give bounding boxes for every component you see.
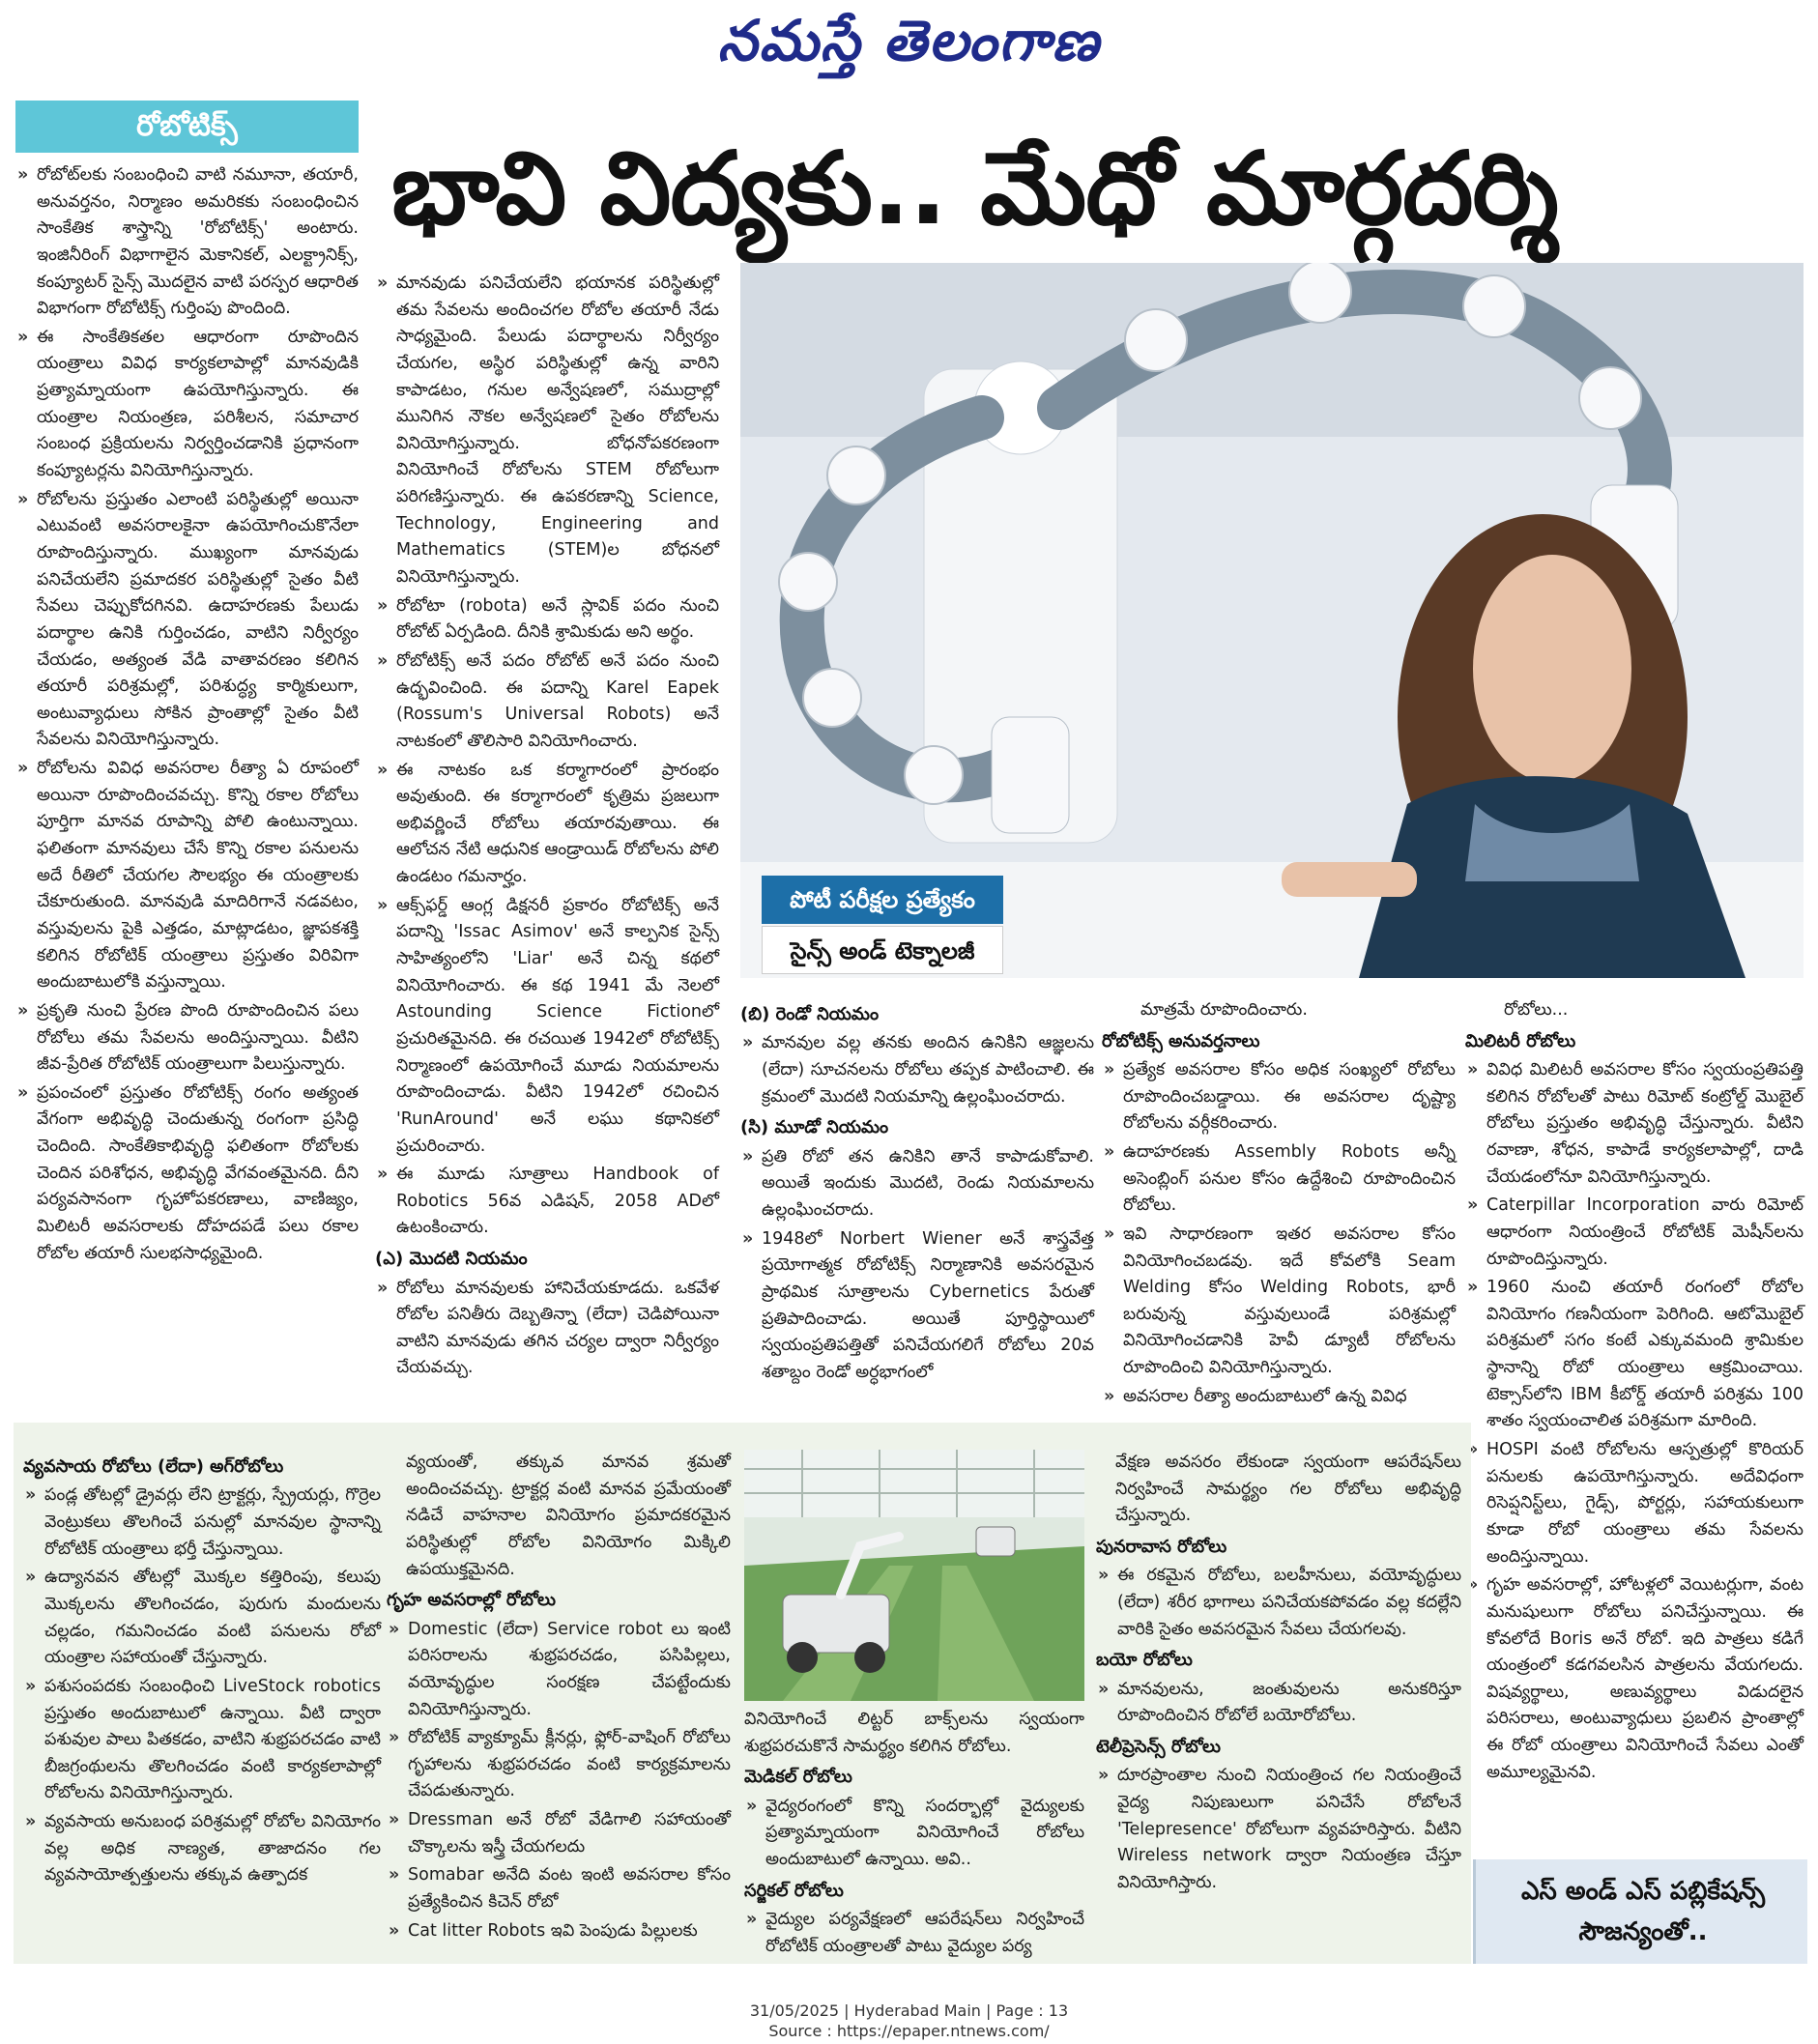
headline: భావి విద్యకు.. మేధో మార్గదర్శి — [391, 130, 1558, 247]
bottom-column-1 — [23, 1450, 381, 1891]
paragraph: » ప్రతి రోబో తన ఉనికిని తానే కాపాడుకోవాలి. అయితే ఇందుకు మొదటి, రెండు నియమాలను ఉల్లంఘించరాదు. — [740, 1144, 1094, 1224]
paragraph: » పండ్ల తోటల్లో డ్రైవర్లు లేని ట్రాక్టర్లు, స్ప్రేయర్లు, గొర్రెల వెంట్రుకలు తొలగించే పనుల్లో మానవుల స్థానాన్ని రోబోటిక్ యంత్రాలు భర్తీ చేస్తున్నాయి. — [23, 1483, 381, 1563]
paragraph: » 1948లో Norbert Wiener అనే శాస్త్రవేత్త ప్రయోగాత్మక రోబోటిక్స్ నిర్మాణానికి అవసరమైన ప్రాథమిక సూత్రాలను Cybernetics పేరుతో ప్రతిపాదించాడు. అయితే పూర్తిస్థాయిలో స్వయంప్రతిపత్తితో పనిచేయగలిగే రోబోలు 20వ శతాబ్దం రెండో అర్ధభాగంలో — [740, 1226, 1094, 1387]
paragraph: » మానవులను, జంతువులను అనుకరిస్తూ రూపొందించిన రోబోలే బయోరోబోలు. — [1096, 1677, 1461, 1730]
paragraph: » 1960 నుంచి తయారీ రంగంలో రోబోల వినియోగం గణనీయంగా పెరిగింది. ఆటోమొబైల్ పరిశ్రమలో సగం కంటే ఎక్కువమంది శ్రామికుల స్థానాన్ని రోబో యంత్రాలు ఆక్రమించాయి. టెక్సాస్‌లోని IBM కీబోర్డ్ తయారీ పరిశ్రమ 100 శాతం స్వయంచాలిత పరిశ్రమగా మారింది. — [1465, 1275, 1804, 1435]
paragraph: » ఈ మూడు సూత్రాలు Handbook of Robotics 56వ ఎడిషన్, 2058 ADలో ఉటంకించారు. — [375, 1162, 719, 1242]
paragraph: » వివిధ మిలిటరీ అవసరాల కోసం స్వయంప్రతిపత్తి కలిగిన రోబోలతో పాటు రిమోట్ కంట్రోల్డ్ మొబైల్ రోబోలు ప్రస్తుతం అభివృద్ధి చేస్తున్నారు. వీటిని రవాణా, శోధన, కాపాడే కార్యకలాపాల్లో, దాడి చేయడంలోనూ వినియోగిస్తున్నారు. — [1465, 1057, 1804, 1191]
paragraph: » గృహ అవసరాల్లో, హోటళ్లలో వెయిటర్లుగా, వంట మనుషులుగా రోబోలు పనిచేస్తున్నాయి. ఈ కోవలోదే Boris అనే రోబో. ఇది పాత్రలు కడిగే యంత్రంలో కడగవలసిన పాత్రలను వేయగలదు. విషవ్యర్థాలు, అణువ్యర్థాలు విడుదలైన పరిసరాలు, అంటువ్యాధులు ప్రబలిన ప్రాంతాల్లో ఈ రోబో యంత్రాలు వినియోగించే సేవలు ఎంతో అమూల్యమైనవి. — [1465, 1572, 1804, 1786]
paragraph: » Dressman అనే రోబో వేడిగాలి సహాయంతో చొక్కాలను ఇస్త్రీ చేయగలదు — [387, 1807, 731, 1860]
paragraph: » రోబోటా (robota) అనే స్లావిక్ పదం నుంచి రోబోట్ ఏర్పడింది. దీనికి శ్రామికుడు అని అర్థం. — [375, 593, 719, 647]
footer-source-link[interactable]: Source : https://epaper.ntnews.com/ — [768, 2022, 1050, 2040]
robot-arm-photo — [740, 263, 1804, 978]
paragraph: » ఈ నాటకం ఒక కర్మాగారంలో ప్రారంభం అవుతుంది. ఈ కర్మాగారంలో కృత్రిమ ప్రజలుగా అభివర్ణించే రోబోలు తయారవుతాయి. ఈ ఆలోచన నేటి ఆధునిక ఆండ్రాయిడ్ రోబోలను పోలి ఉండటం గమనార్హం. — [375, 758, 719, 891]
paragraph: » రోబోటిక్స్ అనే పదం రోబోట్ అనే పదం నుంచి ఉద్భవించింది. ఈ పదాన్ని Karel Eapek (Rossum's Universal Robots) అనే నాటకంలో తొలిసారి వినియోగించారు. — [375, 648, 719, 756]
paragraph: » మానవుల వల్ల తనకు అందిన ఉనికిని ఆజ్ఞలను (లేదా) సూచనలను రోబోలు తప్పక పాటించాలి. ఈ క్రమంలో మొదటి నియమాన్ని ఉల్లంఘించరాదు. — [740, 1030, 1094, 1110]
paragraph: » ప్రకృతి నుంచి ప్రేరణ పొంది రూపొందించిన పలు రోబోలు తమ సేవలను అందిస్తున్నాయి. వీటిని జీవ-ప్రేరిత రోబోటిక్ యంత్రాలుగా పిలుస్తున్నారు. — [15, 998, 359, 1079]
exam-special-ribbon: పోటీ పరీక్షల ప్రత్యేకం — [762, 876, 1003, 924]
paragraph: » ఆక్స్‌ఫర్డ్ ఆంగ్ల డిక్షనరీ ప్రకారం రోబోటిక్స్ అనే పదాన్ని 'Issac Asimov' అనే కాల్పనిక సైన్స్ సాహిత్యంలోని 'Liar' అనే చిన్న కథలో వినియోగించారు. ఈ కథ 1941 మే నెలలో Astounding Science Fictionలో ప్రచురితమైనది. ఈ రచయిత 1942లో రోబోటిక్స్ నిర్మాణంలో ఉపయోగించే మూడు నియమాలను రూపొందించాడు. వీటిని 1942లో రచించిన 'RunAround' అనే లఘు కథానికలో ప్రచురించారు. — [375, 893, 719, 1160]
paragraph: » Somabar అనేది వంట ఇంటి అవసరాల కోసం ప్రత్యేకించిన కిచెన్ రోబో — [387, 1862, 731, 1915]
paragraph: » Domestic (లేదా) Service robot లు ఇంటి పరిసరాలను శుభ్రపరచడం, పసిపిల్లలు, వయోవృద్ధుల సంరక్షణ చేపట్టేందుకు వినియోగిస్తున్నారు. — [387, 1617, 731, 1724]
subheading-military-robots: మిలిటరీ రోబోలు — [1465, 1030, 1576, 1051]
paragraph: రోబోలు... — [1504, 1000, 1569, 1020]
paragraph: » పశుసంపదకు సంబంధించి LiveStock robotics ప్రస్తుతం అందుబాటులో ఉన్నాయి. వీటి ద్వారా పశువుల పాలు పితకడం, వాటిని శుభ్రపరచడం వాటి బీజగ్రంథులను తొలగించడం వంటి కార్యకలాపాల్లో రోబోలను వినియోగిస్తున్నారు. — [23, 1674, 381, 1807]
paragraph: » Caterpillar Incorporation వారు రిమోట్ ఆధారంగా నియంత్రించే రోబోటిక్ మెషీన్‌లను రూపొందిస్తున్నారు. — [1465, 1193, 1804, 1273]
paragraph: మాత్రమే రూపొందించారు. — [1140, 1000, 1308, 1020]
paragraph: » అవసరాల రీత్యా అందుబాటులో ఉన్న వివిధ — [1102, 1384, 1456, 1411]
subheading-third-law: (సి) మూడో నియమం — [740, 1117, 889, 1138]
paragraph: » దూరప్రాంతాల నుంచి నియంత్రించ గల నియంత్రించే వైద్య నిపుణులుగా పనిచేసే రోబోలనే 'Telepresence' రోబోలుగా వ్యవహరిస్తారు. వీటిని Wireless network ద్వారా నియంత్రణ చేస్తూ వినియోగిస్తారు. — [1096, 1763, 1461, 1896]
column-2 — [375, 271, 719, 1384]
paragraph: » రోబోలను వివిధ అవసరాల రీత్యా ఏ రూపంలో అయినా రూపొందించవచ్చు. కొన్ని రకాల రోబోలు పూర్తిగా మానవ రూపాన్ని పోలి ఉంటున్నాయి. ఫలితంగా మానవులు చేసే కొన్ని రకాల పనులను అదే రీతిలో చేయగల సౌలభ్యం ఈ యంత్రాలకు చేకూరుతుంది. మానవుడి మాదిరిగానే నడవటం, వస్తువులను పైకి ఎత్తడం, మాట్లాడటం, జ్ఞాపకశక్తి కలిగిన రోబోటిక్ యంత్రాలు ప్రస్తుతం విరివిగా అందుబాటులోకి వస్తున్నాయి. — [15, 756, 359, 996]
paragraph: » వ్యవసాయ అనుబంధ పరిశ్రమల్లో రోబోల వినియోగం వల్ల అధిక నాణ్యత, తాజాదనం గల వ్యవసాయోత్పత్తులను తక్కువ ఉత్పాదక — [23, 1809, 381, 1889]
subheading-applications: రోబోటిక్స్ అనువర్తనాలు — [1102, 1030, 1260, 1051]
subheading-home-robots: గృహ అవసరాల్లో రోబోలు — [387, 1590, 556, 1611]
paragraph: » ఈ సాంకేతికతల ఆధారంగా రూపొందిన యంత్రాలు వివిధ కార్యకలాపాల్లో మానవుడికి ప్రత్యామ్నాయంగా ఉపయోగిస్తున్నారు. ఈ యంత్రాల నియంత్రణ, పరిశీలన, సమాచార సంబంధ ప్రక్రియలను నిర్వర్తించడానికి ప్రధానంగా కంప్యూటర్లను వినియోగిస్తున్నారు. — [15, 325, 359, 485]
bottom-column-2 — [387, 1450, 731, 1946]
paragraph: వినియోగించే లిట్టర్ బాక్స్‌లను స్వయంగా శుభ్రపరచుకొనే సామర్థ్యం కలిగిన రోబోలు. — [744, 1710, 1084, 1756]
science-tech-ribbon: సైన్స్ అండ్ టెక్నాలజీ — [762, 926, 1003, 974]
paragraph: వేక్షణ అవసరం లేకుండా స్వయంగా ఆపరేషన్‌లు నిర్వహించే సామర్థ్యం గల రోబోలు అభివృద్ధి చేస్తున్నారు. — [1115, 1453, 1461, 1526]
paragraph: వ్యయంతో, తక్కువ మానవ శ్రమతో అందించవచ్చు. ట్రాక్టర్ల వంటి మానవ ప్రమేయంతో నడిచే వాహనాల వినియోగం ప్రమాదకరమైన పరిస్థితుల్లో రోబోల వినియోగం మిక్కిలి ఉపయుక్తమైనది. — [406, 1453, 731, 1579]
paragraph: » ప్రత్యేక అవసరాల కోసం అధిక సంఖ్యలో రోబోలు రూపొందించబడ్డాయి. ఈ అవసరాల దృష్ట్యా రోబోలను వర్గీకరించారు. — [1102, 1057, 1456, 1137]
bottom-column-4 — [1096, 1450, 1461, 1899]
subheading-first-law: (ఎ) మొదటి నియమం — [375, 1249, 528, 1270]
paragraph: » రోబోట్‌లకు సంబంధించి వాటి నమూనా, తయారీ, అనువర్తనం, నిర్మాణం అమరికకు సంబంధించిన సాంకేతిక శాస్త్రాన్ని 'రోబోటిక్స్' అంటారు. ఇంజినీరింగ్ విభాగాలైన మెకానికల్, ఎలక్ట్రానిక్స్, కంప్యూటర్ సైన్స్ మొదలైన వాటి పరస్పర ఆధారిత విభాగంగా రోబోటిక్స్ గుర్తింపు పొందింది. — [15, 162, 359, 323]
paragraph: » Cat litter Robots ఇవి పెంపుడు పిల్లులకు — [387, 1918, 731, 1945]
credit-courtesy: సౌజన్యంతో.. — [1578, 1917, 1708, 1946]
paragraph: » రోబోలు మానవులకు హానిచేయకూడదు. ఒకవేళ రోబోల పనితీరు దెబ్బతిన్నా (లేదా) చెడిపోయినా వాటిని మానవుడు తగిన చర్యల ద్వారా నిర్వీర్యం చేయవచ్చు. — [375, 1276, 719, 1383]
paragraph: » మానవుడు పనిచేయలేని భయానక పరిస్థితుల్లో తమ సేవలను అందించగల రోబోల తయారీ నేడు సాధ్యమైంది. పేలుడు పదార్థాలను నిర్వీర్యం చేయగల, అస్థిర పరిస్థితుల్లో ఉన్న వారిని కాపాడటం, గనుల అన్వేషణలో, సముద్రాల్లో మునిగిన నౌకల అన్వేషణలో సైతం రోబోలను వినియోగిస్తున్నారు. బోధనోపకరణంగా వినియోగించే రోబోలను STEM రోబోలుగా పరిగణిస్తున్నారు. ఈ ఉపకరణాన్ని Science, Technology, Engineering and Mathematics (STEM)ల బోధనలో వినియోగిస్తున్నారు. — [375, 271, 719, 591]
paragraph: » ప్రపంచంలో ప్రస్తుతం రోబోటిక్స్ రంగం అత్యంత వేగంగా అభివృద్ధి చెందుతున్న రంగంగా ప్రసిద్ధి చెందింది. సాంకేతికాభివృద్ధి ఫలితంగా రోబోలకు చెందిన పరిశోధన, అభివృద్ధి వేగవంతమైనది. దీని పర్యవసానంగా గృహోపకరణాలు, వాణిజ్యం, మిలిటరీ అవసరాలకు దోహదపడే పలు రకాల రోబోల తయారీ సులభసాధ్యమైంది. — [15, 1080, 359, 1267]
subheading-second-law: (బి) రెండో నియమం — [740, 1004, 880, 1024]
paragraph: » రోబోటిక్ వ్యాక్యూమ్ క్లీనర్లు, ఫ్లోర్-వాషింగ్ రోబోలు గృహాలను శుభ్రపరచడం వంటి కార్యక్రమాలను చేపడుతున్నారు. — [387, 1725, 731, 1805]
paragraph: » ఈ రకమైన రోబోలు, బలహీనులు, వయోవృద్ధులు (లేదా) శరీర భాగాలు పనిచేయకపోవడం వల్ల కదల్లేని వారికి సైతం అవసరమైన సేవలు చేయగలవు. — [1096, 1563, 1461, 1643]
credit-box — [1473, 1859, 1807, 1964]
page-footer — [0, 2001, 1818, 2041]
subheading-bio-robots: బయో రోబోలు — [1096, 1650, 1193, 1671]
column-5 — [1465, 997, 1804, 1788]
subheading-agri-robots: వ్యవసాయ రోబోలు (లేదా) అగ్‌రోబోలు — [23, 1456, 284, 1477]
paragraph: » ఉదాహరణకు Assembly Robots అన్నీ అసెంబ్లింగ్ పనుల కోసం ఉద్దేశించి రూపొందించిన రోబోలు. — [1102, 1139, 1456, 1220]
paragraph: » వైద్యరంగంలో కొన్ని సందర్భాల్లో వైద్యులకు ప్రత్యామ్నాయంగా వినియోగించే రోబోలు అందుబాటులో ఉన్నాయి. అవి.. — [744, 1794, 1084, 1874]
section-tag: రోబోటిక్స్ — [15, 101, 359, 153]
masthead-logo: నమస్తే తెలంగాణ — [717, 8, 1101, 73]
subheading-surgical-robots: సర్జికల్ రోబోలు — [744, 1880, 844, 1901]
paragraph: » వైద్యుల పర్యవేక్షణలో ఆపరేషన్‌లు నిర్వహించే రోబోటిక్ యంత్రాలతో పాటు వైద్యుల పర్య — [744, 1907, 1084, 1960]
paragraph: » రోబోలను ప్రస్తుతం ఎలాంటి పరిస్థితుల్లో అయినా ఎటువంటి అవసరాలకైనా ఉపయోగించుకొనేలా రూపొందిస్తున్నారు. ముఖ్యంగా మానవుడు పనిచేయలేని ప్రమాదకర పరిస్థితుల్లో సైతం వీటి సేవలు చెప్పుకోదగినవి. ఉదాహరణకు పేలుడు పదార్థాల ఉనికి గుర్తించడం, వాటిని నిర్వీర్యం చేయడం, అత్యంత వేడి వాతావరణం కలిగిన తయారీ పరిశ్రమల్లో, పరిశుద్ధ్య కార్మికులుగా, అంటువ్యాధులు సోకిన ప్రాంతాల్లో సైతం వీటి సేవలను వినియోగిస్తున్నారు. — [15, 487, 359, 754]
subheading-rehab-robots: పునరావాస రోబోలు — [1096, 1536, 1227, 1557]
credit-publisher: ఎస్ అండ్ ఎస్ పబ్లికేషన్స్ — [1520, 1877, 1766, 1906]
paragraph: » ఉద్యానవన తోటల్లో మొక్కల కత్తిరింపు, కలుపు మొక్కలను తొలగించడం, పురుగు మందులను చల్లడం, గమనించడం వంటి పనులను రోబో యంత్రాల సహాయంతో చేస్తున్నారు. — [23, 1565, 381, 1672]
column-4 — [1102, 997, 1456, 1412]
column-3 — [740, 997, 1094, 1389]
subheading-telepresence-robots: టెలీప్రెసెన్స్ రోబోలు — [1096, 1737, 1221, 1757]
paragraph: » ఇవి సాధారణంగా ఇతర అవసరాల కోసం వినియోగించబడవు. ఇదే కోవలోకి Seam Welding కోసం Welding Robots, భారీ బరువున్న వస్తువులుండే పరిశ్రమల్లో వినియోగించడానికి హెవీ డ్యూటీ రోబోలను రూపొందించి వినియోగిస్తున్నారు. — [1102, 1222, 1456, 1382]
bottom-column-3 — [744, 1707, 1084, 1962]
subheading-medical-robots: మెడికల్ రోబోలు — [744, 1767, 852, 1788]
footer-date-edition: 31/05/2025 | Hyderabad Main | Page : 13 — [749, 2001, 1069, 2020]
column-1 — [15, 162, 359, 1269]
paragraph: » HOSPI వంటి రోబోలను ఆస్పత్రుల్లో కొరియర్ పనులకు ఉపయోగిస్తున్నారు. అదేవిధంగా రిసెప్షనిస్ట్‌లు, గైడ్స్, పోర్టర్లు, సహాయకులుగా కూడా రోబో యంత్రాలు తమ సేవలను అందిస్తున్నాయి. — [1465, 1437, 1804, 1570]
greenhouse-robot-photo — [744, 1450, 1084, 1701]
